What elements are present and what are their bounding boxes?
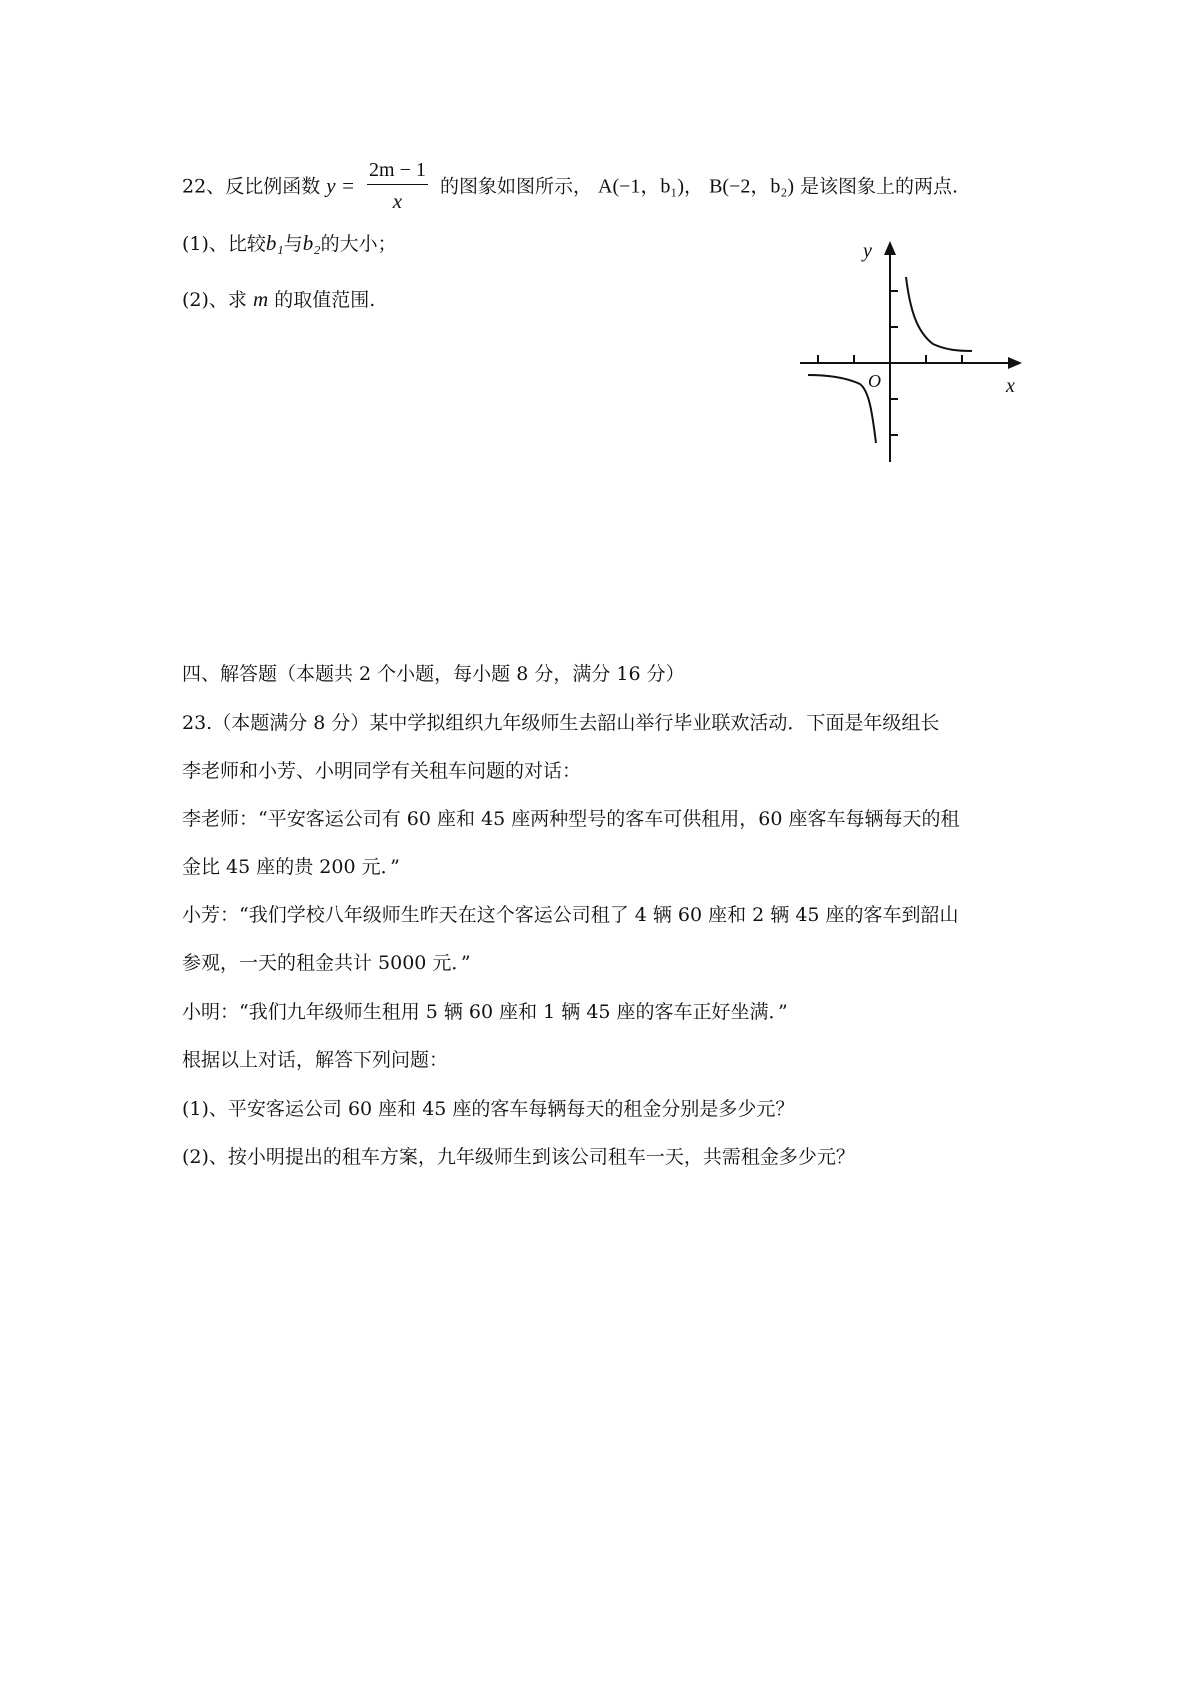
q22-number: 22、 [182, 175, 226, 198]
q22-text-before: 反比例函数 [225, 175, 321, 198]
q22-part2 [182, 286, 375, 313]
q23-intro-line2: 李老师和小芳、小明同学有关租车问题的对话： [182, 760, 582, 782]
q23-instruction: 根据以上对话，解答下列问题： [182, 1049, 449, 1071]
q23-teacher-line1: 李老师：“平安客运公司有 60 座和 45 座两种型号的客车可供租用，60 座客车每辆每天的租 [182, 808, 960, 830]
q23-xiaoming-line: 小明：“我们九年级师生租用 5 辆 60 座和 1 辆 45 座的客车正好坐满．” [182, 1001, 788, 1023]
q22-part1-suffix: 的大小； [320, 233, 397, 255]
y-axis-arrow [884, 241, 896, 255]
hyperbola-branch-q1 [906, 277, 972, 351]
q23-xiaofang-line1: 小芳：“我们学校八年级师生昨天在这个客运公司租了 4 辆 60 座和 2 辆 45 座的客车到韶山 [182, 904, 959, 926]
q22-part2-suffix: 的取值范围. [274, 289, 376, 311]
q22-part1-mid: 与 [283, 233, 303, 255]
q22-point-b: B(−2，b₂) [709, 175, 794, 198]
q22-part1-b2: b₂ [302, 231, 321, 255]
q22-text-after: 的图象如图所示， [439, 175, 592, 198]
q23-part1: (1)、平安客运公司 60 座和 45 座的客车每辆每天的租金分别是多少元？ [182, 1098, 795, 1120]
hyperbola-figure [790, 236, 1030, 466]
x-axis-arrow [1008, 357, 1022, 369]
q22-fraction [367, 158, 428, 213]
q22-text-end: 是该图象上的两点. [800, 175, 959, 198]
q22-part1-prefix: (1)、比较 [182, 233, 266, 255]
q22-sep: ， [684, 175, 704, 198]
q22-frac-denominator: x [392, 189, 403, 213]
x-axis-label: x [1006, 375, 1015, 397]
q22-part2-prefix: (2)、求 [182, 289, 247, 311]
q23-part2: (2)、按小明提出的租车方案，九年级师生到该公司租车一天，共需租金多少元？ [182, 1146, 855, 1168]
q22-part2-var: m [252, 287, 269, 311]
q22-point-a: A(−1，b₁) [598, 175, 685, 198]
origin-label: O [868, 371, 881, 391]
q23-intro-line1: 23.（本题满分 8 分）某中学拟组织九年级师生去韶山举行毕业联欢活动．下面是年级组长 [182, 712, 940, 734]
q22-statement [182, 160, 958, 215]
q22-part1 [182, 230, 397, 257]
q22-frac-numerator: 2m − 1 [367, 158, 428, 185]
hyperbola-branch-q3 [808, 375, 876, 443]
q23-xiaofang-line2: 参观，一天的租金共计 5000 元．” [182, 952, 471, 974]
section-4-heading: 四、解答题（本题共 2 个小题，每小题 8 分，满分 16 分） [182, 663, 685, 685]
y-axis-label: y [863, 240, 872, 262]
q22-func-lhs: y = [326, 173, 355, 198]
q22-part1-b1: b₁ [265, 231, 284, 255]
q23-teacher-line2: 金比 45 座的贵 200 元．” [182, 856, 400, 878]
